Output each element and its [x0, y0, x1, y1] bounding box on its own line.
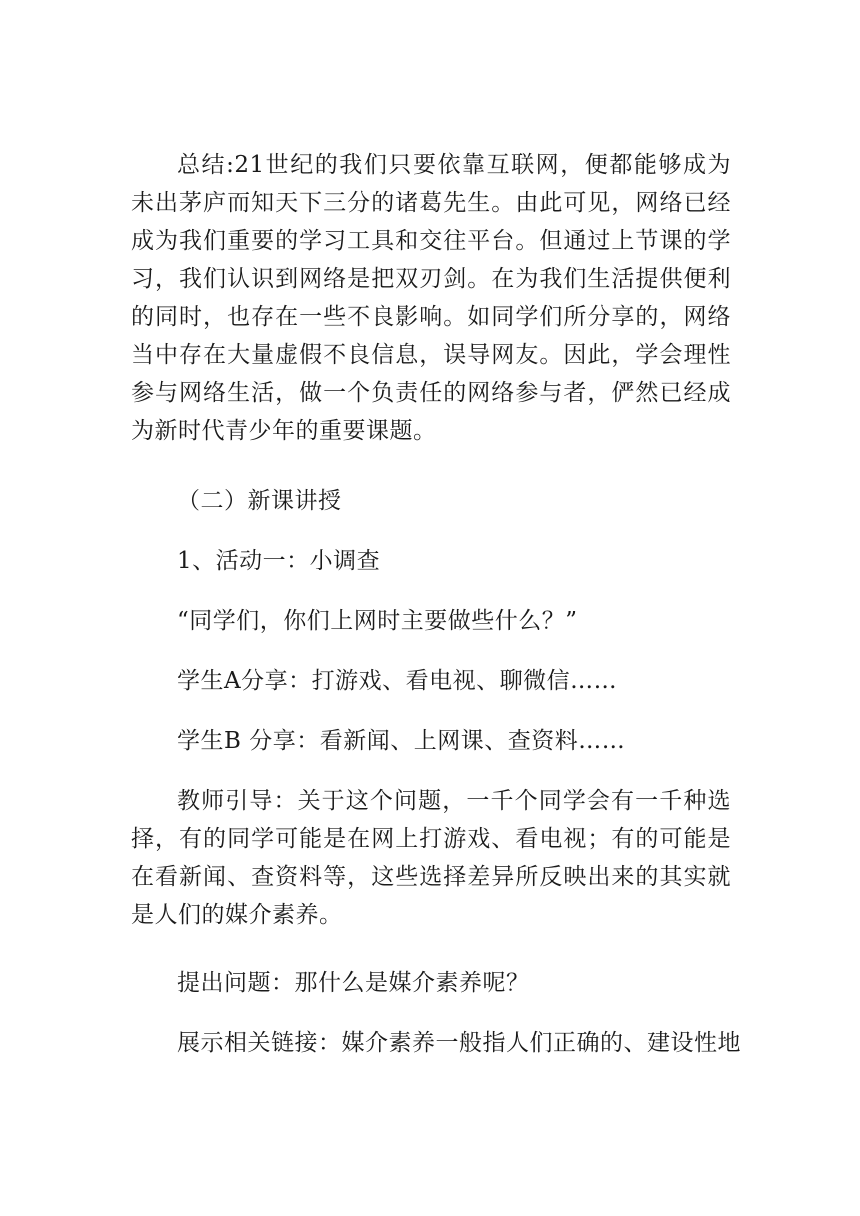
- teacher-question: “同学们，你们上网时主要做些什么？”: [177, 608, 578, 634]
- section-heading-new-lesson: （二）新课讲授: [177, 488, 342, 514]
- student-a-share: 学生A分享：打游戏、看电视、聊微信……: [177, 668, 618, 694]
- paragraph-summary: 总结:21世纪的我们只要依靠互联网，便都能够成为未出茅庐而知天下三分的诸葛先生。由此可见，网络已经成为我们重要的学习工具和交往平台。但通过上节课的学习，我们认识到网络是把双刃剑。在为我们生活提供便利的同时，也存在一些不良影响。如同学们所分享的，网络当中存在大量虚假不良信息，误导网友。因此，学会理性参与网络生活，做一个负责任的网络参与者，俨然已经成为新时代青少年的重要课题。: [131, 152, 731, 444]
- activity-heading: 1、活动一：小调查: [177, 548, 381, 574]
- question-prompt: 提出问题：那什么是媒介素养呢？: [177, 970, 530, 996]
- paragraph-teacher-guidance: 教师引导：关于这个问题，一千个同学会有一千种选择，有的同学可能是在网上打游戏、看电视；有的可能是在看新闻、查资料等，这些选择差异所反映出来的其实就是人们的媒介素养。: [131, 788, 731, 928]
- related-link-text: 展示相关链接：媒介素养一般指人们正确的、建设性地: [177, 1030, 741, 1056]
- student-b-share: 学生B 分享：看新闻、上网课、查资料……: [177, 728, 626, 754]
